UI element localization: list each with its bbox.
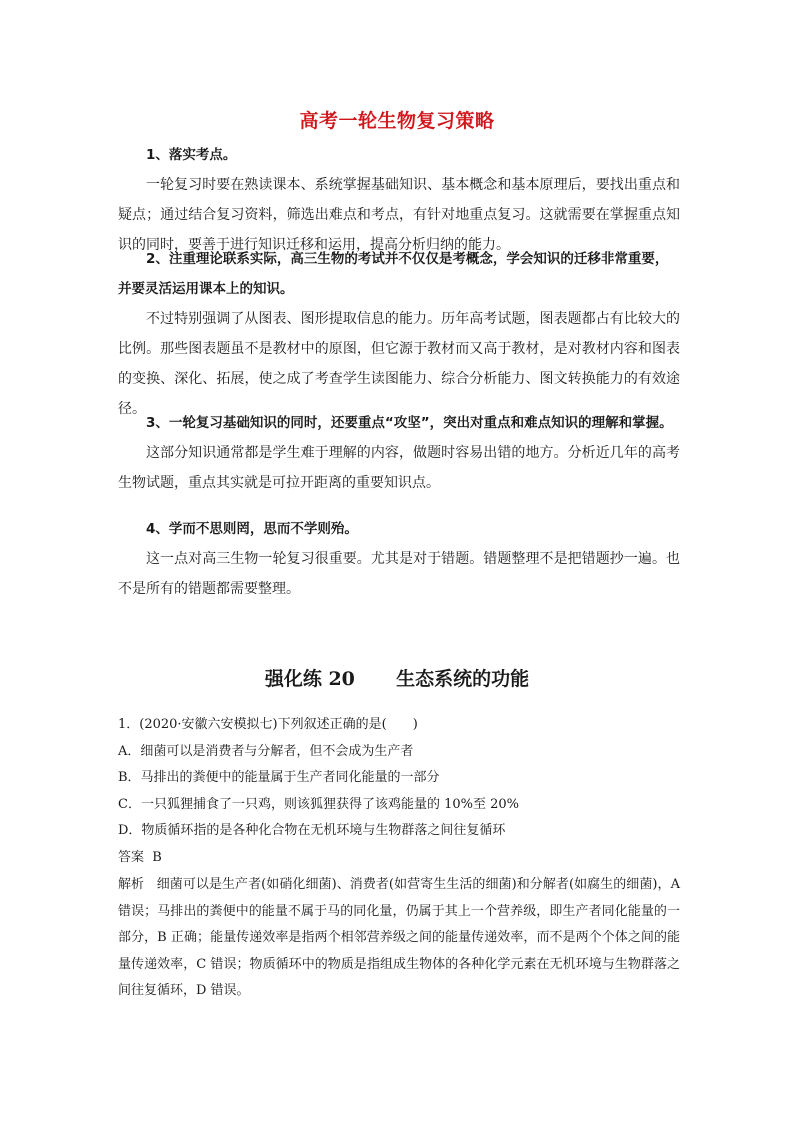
section-4	[118, 514, 680, 604]
question-stem: 1．(2020·安徽六安模拟七)下列叙述正确的是( )	[118, 717, 418, 732]
section-3	[118, 408, 680, 498]
section-body: 这一点对高三生物一轮复习很重要。尤其是对于错题。错题整理不是把错题抄一遍。也不是所有的错题都需要整理。	[118, 551, 680, 597]
section-2	[118, 244, 680, 424]
explanation-label: 解析	[118, 877, 145, 892]
section-body: 这部分知识通常都是学生难于理解的内容，做题时容易出错的地方。分析近几年的高考生物试题，重点其实就是可拉开距离的重要知识点。	[118, 445, 680, 491]
exercise-topic: 生态系统的功能	[396, 668, 530, 690]
question-block	[118, 712, 680, 871]
answer-line	[118, 845, 680, 872]
option-c: C．一只狐狸捕食了一只鸡，则该狐狸获得了该鸡能量的 10%至 20%	[118, 796, 520, 812]
section-1	[118, 140, 680, 260]
section-body: 一轮复习时要在熟读课本、系统掌握基础知识、基本概念和基本原理后，要找出重点和疑点；通过结合复习资料，筛选出难点和考点，有针对地重点复习。这就需要在掌握重点知识的同时，要善于进行知识迁移和运用，提高分析归纳的能力。	[118, 177, 680, 253]
option-d: D．物质循环指的是各种化合物在无机环境与生物群落之间往复循环	[118, 823, 506, 838]
section-body: 不过特别强调了从图表、图形提取信息的能力。历年高考试题，图表题都占有比较大的比例。那些图表题虽不是教材中的原图，但它源于教材而又高于教材，是对教材内容和图表的变换、深化、拓展，使之成了考查学生读图能力、综合分析能力、图文转换能力的有效途径。	[118, 311, 680, 417]
section-heading: 3、一轮复习基础知识的同时，还要重点“攻坚”，突出对重点和难点知识的理解和掌握。	[146, 415, 673, 431]
section-heading: 2、注重理论联系实际，高三生物的考试并不仅仅是考概念，学会知识的迁移非常重要，并要灵活运用课本上的知识。	[118, 251, 669, 297]
exercise-number: 强化练 20	[264, 668, 355, 690]
explanation-text: 细菌可以是生产者(如硝化细菌)、消费者(如营寄生生活的细菌)和分解者(如腐生的细菌)，A 错误；马排出的粪便中的能量不属于马的同化量，仍属于其上一个营养级，即生产者同化能量的一部分，B 正确；能量传递效率是指两个相邻营养级之间的能量传递效率，而不是两个个体之间的能量传递效率，C 错误；物质循环中的物质是指组成生物体的各种化学元素在无机环境与生物群落之间往复循环，D 错误。	[118, 877, 680, 998]
answer-label: 答案	[118, 849, 145, 865]
section-heading: 1、落实考点。	[146, 147, 237, 163]
section-heading: 4、学而不思则罔，思而不学则殆。	[146, 521, 358, 537]
exercise-title	[0, 664, 794, 691]
explanation	[118, 872, 680, 1005]
option-a: A．细菌可以是消费者与分解者，但不会成为生产者	[118, 743, 414, 759]
answer-value: B	[152, 849, 162, 865]
page-title: 高考一轮生物复习策略	[299, 110, 495, 132]
option-b: B．马排出的粪便中的能量属于生产者同化能量的一部分	[118, 770, 440, 785]
